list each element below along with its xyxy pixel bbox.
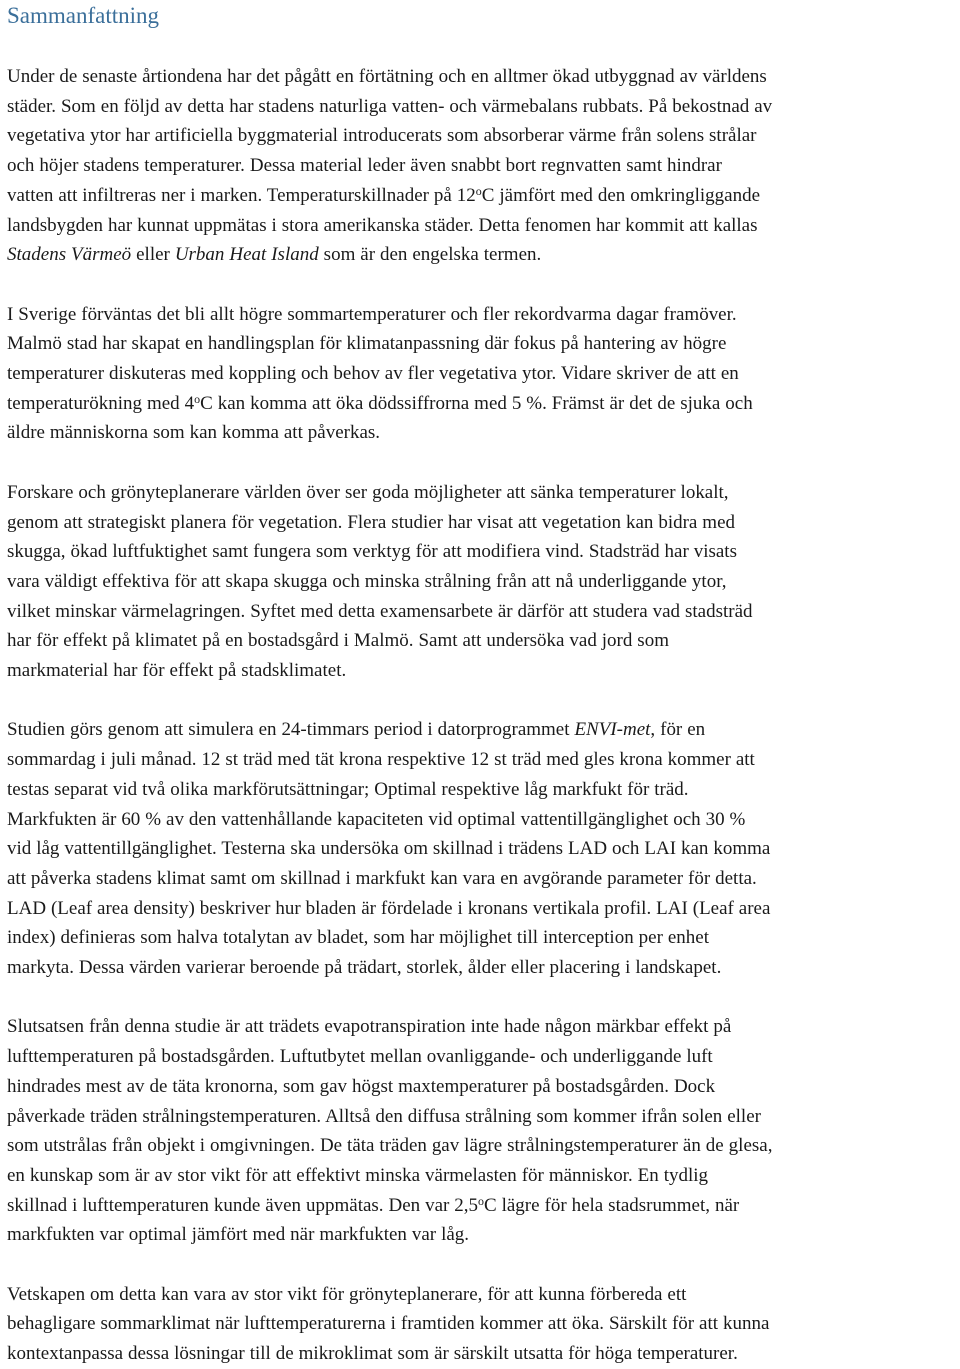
- text-line: äldre människorna som kan komma att påverkas.: [7, 422, 381, 444]
- text-line: markyta. Dessa värden varierar beroende på trädart, storlek, ålder eller placering i landskapet.: [7, 957, 722, 979]
- paragraph-implications: [7, 1280, 960, 1369]
- text-fragment: C jämfört med den omkringliggande: [481, 184, 761, 206]
- text-line: [7, 1191, 955, 1221]
- text-fragment: eller: [131, 244, 175, 266]
- text-line: kontextanpassa dessa lösningar till de mikroklimat som är särskilt utsatta för höga temperaturer.: [7, 1343, 738, 1365]
- degree-superscript: o: [478, 1193, 484, 1208]
- text-line: Slutsatsen från denna studie är att trädets evapotranspiration inte hade någon märkbar effekt på: [7, 1016, 732, 1038]
- text-fragment: , för en: [650, 719, 706, 741]
- text-line: genom att strategiskt planera för vegetation. Flera studier har visat att vegetation kan bidra med: [7, 511, 736, 533]
- text-line: påverkade träden strålningstemperaturen. Alltså den diffusa strålning som kommer ifrån solen eller: [7, 1105, 761, 1127]
- paragraph-introduction: [7, 62, 960, 270]
- text-line: sommardag i juli månad. 12 st träd med tät krona respektive 12 st träd med gles krona kommer att: [7, 749, 755, 771]
- text-line: hindrades mest av de täta kronorna, som gav högst maxtemperaturer på bostadsgården. Dock: [7, 1075, 716, 1097]
- degree-superscript: o: [475, 183, 482, 198]
- text-line: [7, 389, 955, 419]
- text-fragment: skillnad i lufttemperaturen kunde även uppmätas. Den var 2,5: [7, 1194, 479, 1216]
- text-line: behagligare sommarklimat när lufttemperaturerna i framtiden kommer att öka. Särskilt för att kunna: [7, 1313, 770, 1335]
- text-line: markfukten var optimal jämfört med när markfukten var låg.: [7, 1224, 470, 1246]
- text-line: vegetativa ytor har artificiella byggmaterial introducerats som absorberar värme från solens strålar: [7, 125, 757, 147]
- text-line: och höjer stadens temperaturer. Dessa material leder även snabbt bort regnvatten samt hindrar: [7, 155, 722, 177]
- text-line: Under de senaste årtiondena har det pågått en förtätning och en alltmer ökad utbyggnad av världens: [7, 66, 767, 87]
- text-line: index) definieras som halva totalytan av bladet, som har möjlighet till interception per enhet: [7, 927, 709, 949]
- text-line: att påverka stadens klimat samt om skillnad i markfukt kan vara en avgörande parameter för detta.: [7, 867, 757, 889]
- italic-term: Stadens Värmeö: [7, 244, 132, 266]
- paragraph-gap: [7, 270, 960, 300]
- text-line: [7, 240, 955, 270]
- italic-term: Urban Heat Island: [174, 244, 319, 266]
- text-line: Forskare och grönyteplanerare världen över ser goda möjligheter att sänka temperaturer lokalt,: [7, 481, 729, 503]
- text-line: LAD (Leaf area density) beskriver hur bladen är fördelade i kronans vertikala profil. LAI (Leaf area: [7, 897, 771, 919]
- text-line: [7, 715, 955, 745]
- paragraph-study: [7, 715, 960, 982]
- text-line: lufttemperaturen på bostadsgården. Luftutbytet mellan ovanliggande- och underliggande luft: [7, 1046, 713, 1068]
- text-line: [7, 181, 955, 211]
- text-line: Malmö stad har skapat en handlingsplan för klimatanpassning där fokus på hantering av högre: [7, 333, 727, 355]
- section-heading: Sammanfattning: [7, 3, 160, 28]
- text-line: landsbygden har kunnat uppmätas i stora amerikanska städer. Detta fenomen har kommit att kallas: [7, 214, 758, 236]
- text-line: Markfukten är 60 % av den vattenhållande kapaciteten vid optimal vattentillgänglighet och 30 %: [7, 808, 746, 830]
- text-line: vid låg vattentillgänglighet. Testerna ska undersöka om skillnad i trädens LAD och LAI kan komma: [7, 838, 771, 860]
- text-fragment: temperaturökning med 4: [7, 392, 195, 414]
- paragraph-gap: [7, 448, 960, 478]
- text-fragment: C kan komma att öka dödssiffrorna med 5 %. Främst är det de sjuka och: [200, 392, 753, 414]
- text-line: I Sverige förväntas det bli allt högre sommartemperaturer och fler rekordvarma dagar framöver.: [7, 303, 737, 325]
- text-line: har för effekt på klimatet på en bostadsgård i Malmö. Samt att undersöka vad jord som: [7, 630, 669, 652]
- paragraph-conclusion: [7, 1012, 960, 1250]
- paragraph-researchers: [7, 478, 960, 686]
- text-fragment: som är den engelska termen.: [318, 244, 542, 266]
- degree-superscript: o: [194, 391, 201, 406]
- text-line: vilket minskar värmelagringen. Syftet med detta examensarbete är därför att studera vad stadsträd: [7, 600, 753, 622]
- text-line: vara väldigt effektiva för att skapa skugga och minska strålning från att nå underliggande ytor,: [7, 570, 727, 592]
- paragraph-sweden: [7, 300, 960, 449]
- text-line: städer. Som en följd av detta har stadens naturliga vatten- och värmebalans rubbats. På bekostnad av: [7, 95, 773, 117]
- paragraph-gap: [7, 983, 960, 1013]
- text-line: markmaterial har för effekt på stadsklimatet.: [7, 660, 347, 682]
- text-fragment: Studien görs genom att simulera en 24-timmars period i datorprogrammet: [7, 719, 575, 741]
- text-fragment: C lägre för hela stadsrummet, när: [483, 1194, 740, 1216]
- text-line: Vetskapen om detta kan vara av stor vikt för grönyteplanerare, för att kunna förbereda ett: [7, 1283, 687, 1305]
- text-line: testas separat vid två olika markförutsättningar; Optimal respektive låg markfukt för träd.: [7, 778, 689, 800]
- text-line: en kunskap som är av stor vikt för att effektivt minska värmelasten för människor. En tydlig: [7, 1164, 709, 1186]
- text-line: skugga, ökad luftfuktighet samt fungera som verktyg för att modifiera vind. Stadsträd har visats: [7, 541, 737, 563]
- paragraph-gap: [7, 686, 960, 716]
- text-line: som utstrålas från objekt i omgivningen. De täta träden gav lägre strålningstemperaturer än de glesa,: [7, 1135, 773, 1157]
- italic-term: ENVI-met: [574, 719, 651, 741]
- text-line: temperaturer diskuteras med koppling och behov av fler vegetativa ytor. Vidare skriver de att en: [7, 363, 739, 385]
- text-fragment: vatten att infiltreras ner i marken. Temperaturskillnader på 12: [7, 184, 476, 206]
- paragraph-gap: [7, 1250, 960, 1280]
